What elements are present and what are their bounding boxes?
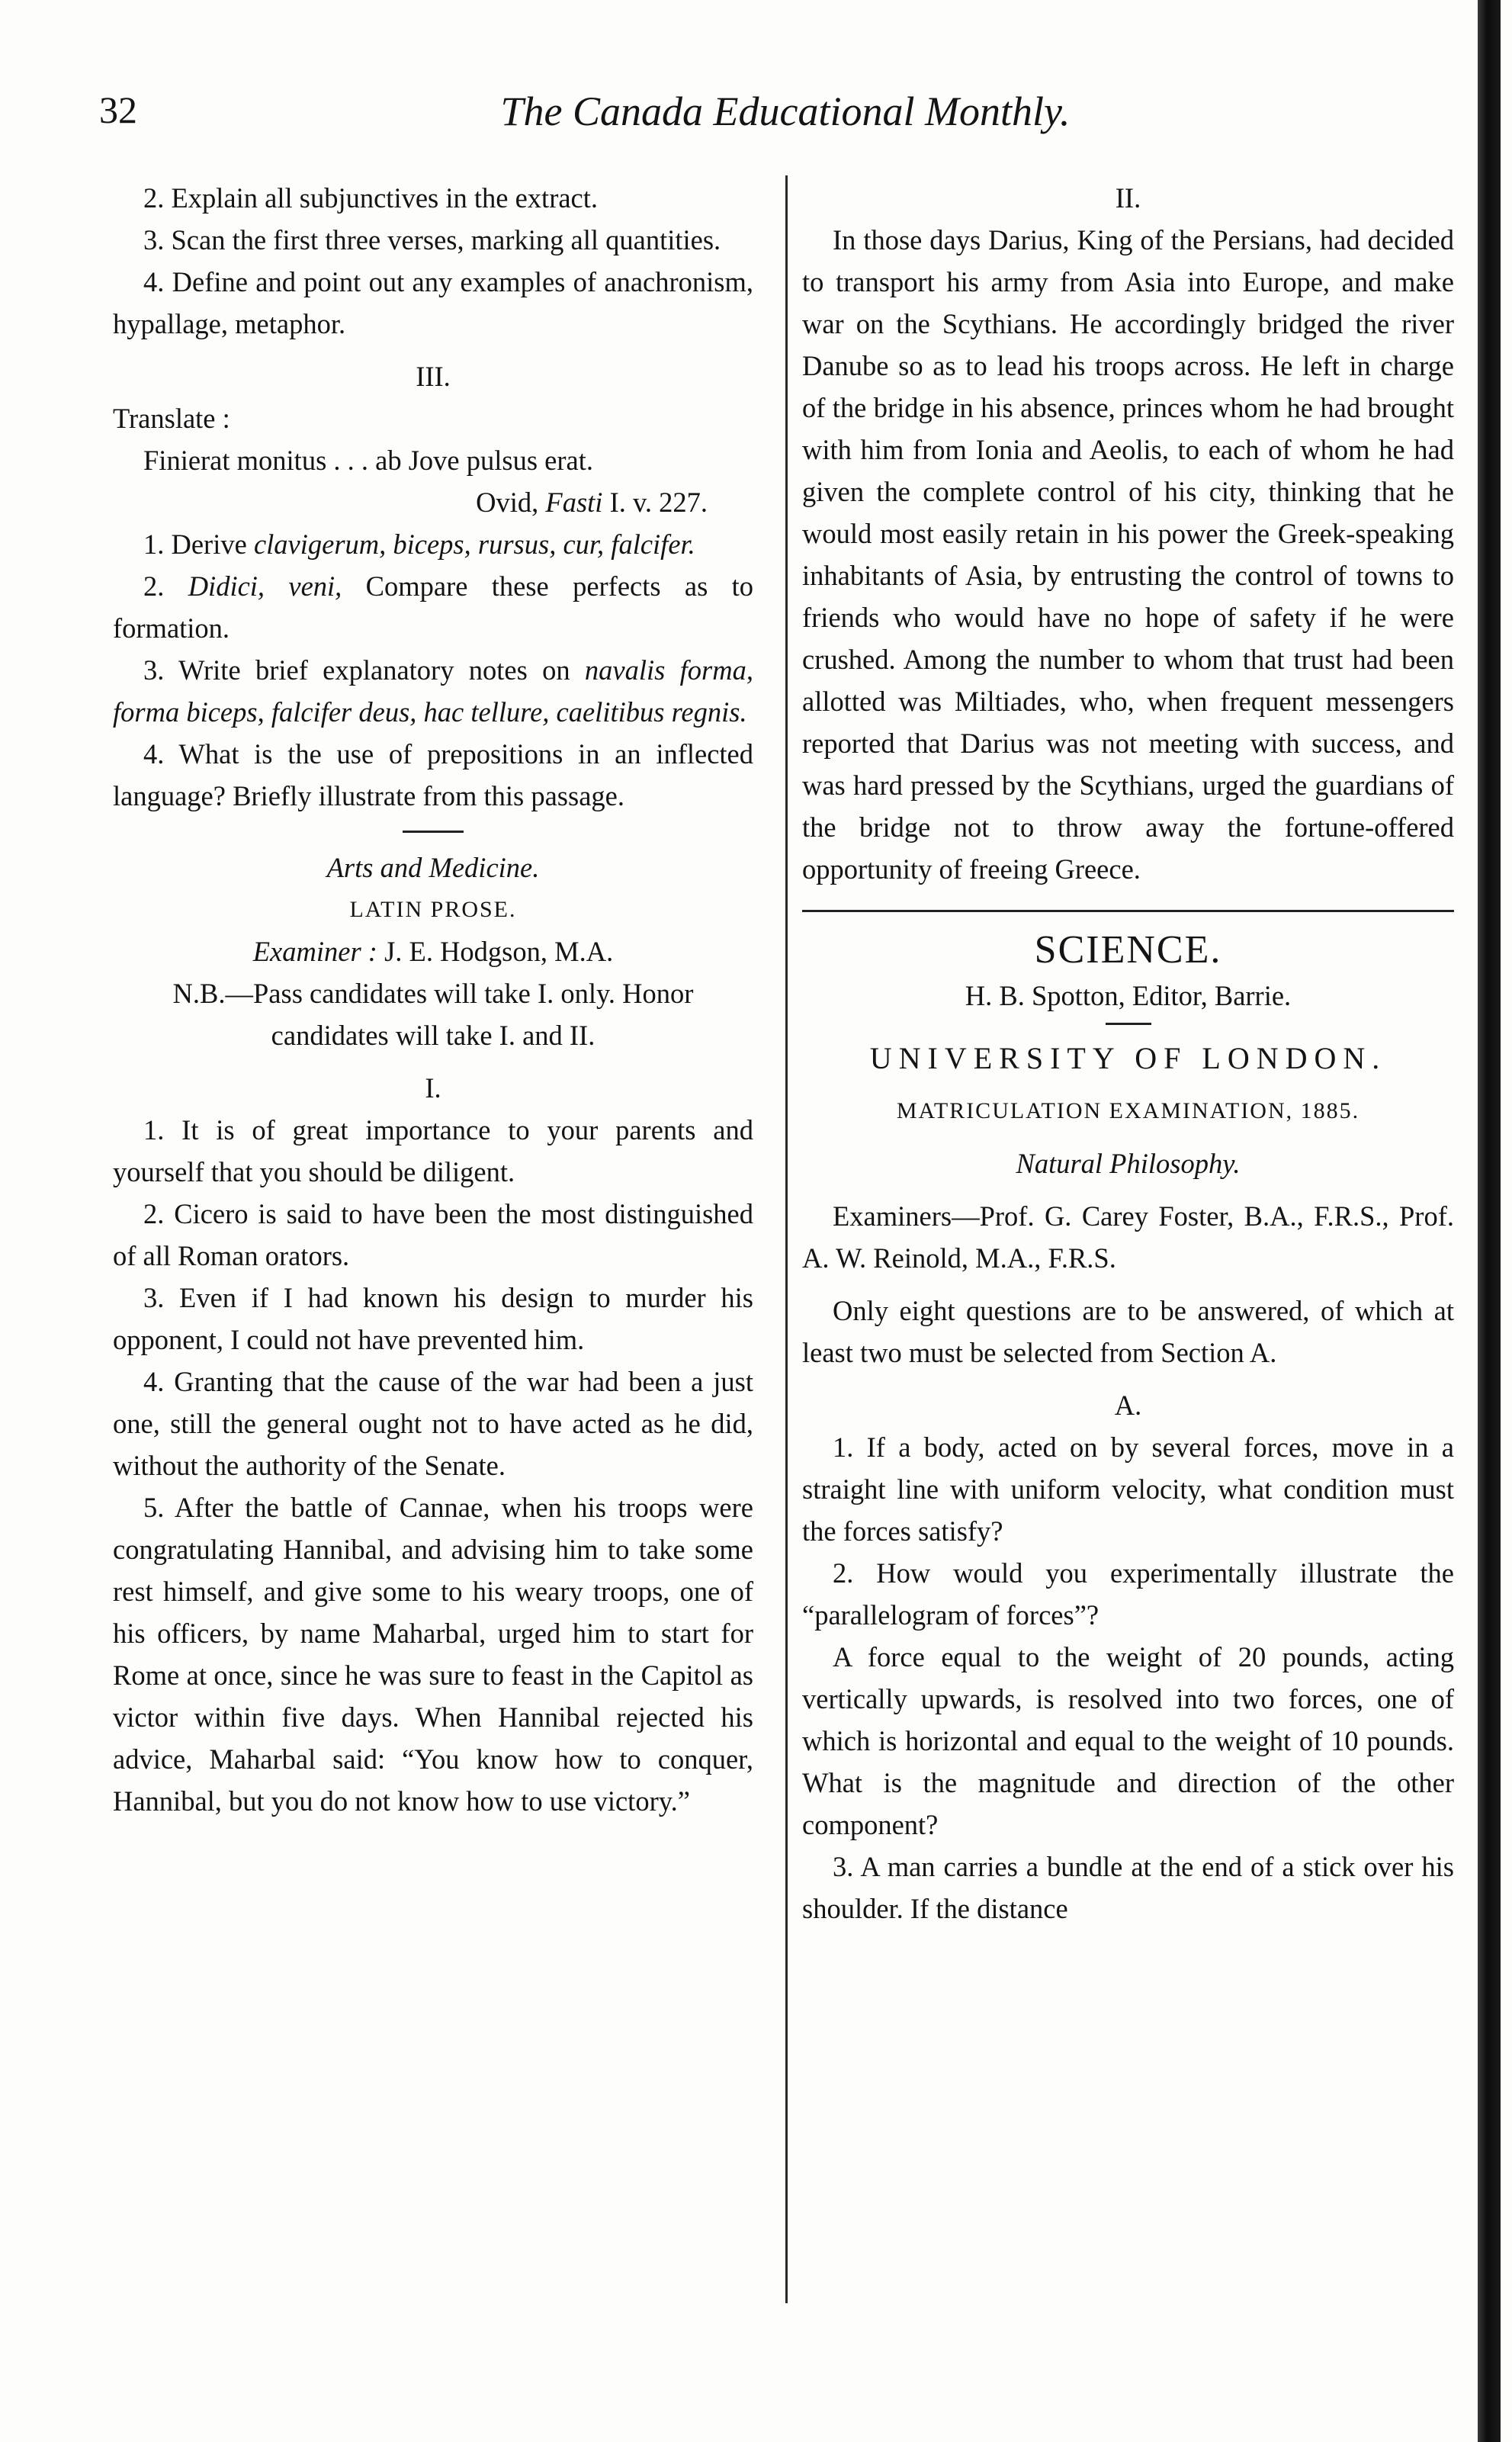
question-text: 3. Write brief explanatory notes on — [143, 654, 570, 686]
section-heading-ii: II. — [1115, 182, 1141, 214]
page-header — [99, 80, 1441, 149]
section-heading-iii: III. — [416, 361, 451, 392]
latin-words: navalis forma, forma biceps, falcifer deus, hac tellure, caelitibus regnis. — [113, 654, 753, 728]
question-item: 2. How would you experimentally illustrate the “parallelogram of forces”? — [802, 1557, 1454, 1631]
prose-item: 3. Even if I had known his design to murder his opponent, I could not have prevented him. — [113, 1282, 753, 1355]
question-item: 3. Scan the first three verses, marking all quantities. — [143, 224, 721, 255]
translation-passage: In those days Darius, King of the Persians, had decided to transport his army from Asia into Europe, and make war on the Scythians. He accordingly bridged the river Danube so as to lead his troops across. He left in charge of the bridge in his absence, princes whom he had brought with him from Ionia and Aeolis, to each of whom he had given the complete control of his city, thinking that he would most easily retain in his power the Greek-speaking inhabitants of Asia, by entrusting the control of towns to friends who would have no hope of safety if he were crushed. Among the number to whom that trust had been allotted was Miltiades, who, when frequent messengers reported that Darius was not meeting with success, and was hard pressed by the Scythians, urged the guardians of the bridge not to throw away the fortune-offered opportunity of freeing Greece. — [802, 224, 1454, 885]
question-item: A force equal to the weight of 20 pounds, acting vertically upwards, is resolved into two forces, one of which is horizontal and equal to the weight of 10 pounds. What is the magnitude and direction of the other component? — [802, 1641, 1454, 1840]
subject-heading: Natural Philosophy. — [1016, 1148, 1241, 1179]
question-item: 4. What is the use of prepositions in an inflected language? Briefly illustrate from this passage. — [113, 738, 753, 811]
prose-item: 1. It is of great importance to your parents and yourself that you should be diligent. — [113, 1114, 753, 1187]
question-text: Compare these perfects as to formation. — [113, 570, 754, 644]
running-title: The Canada Educational Monthly. — [500, 88, 1071, 134]
examiner-line — [113, 930, 753, 972]
examiners-line: Examiners—Prof. G. Carey Foster, B.A., F.R.S., Prof. A. W. Reinold, M.A., F.R.S. — [802, 1200, 1454, 1274]
translate-label: Translate : — [113, 403, 230, 434]
question-item — [113, 565, 753, 649]
latin-words: clavigerum, biceps, rursus, cur, falcifer. — [253, 529, 695, 560]
science-heading: SCIENCE. — [1034, 928, 1222, 972]
editor-line: H. B. Spotton, Editor, Barrie. — [965, 980, 1292, 1011]
question-text: 1. Derive — [143, 529, 247, 560]
left-column — [113, 177, 753, 1822]
section-rule — [403, 831, 464, 833]
question-item — [113, 649, 753, 733]
nota-bene: N.B.—Pass candidates will take I. only. Honor candidates will take I. and II. — [172, 978, 694, 1051]
prose-item: 5. After the battle of Cannae, when his troops were congratulating Hannibal, and advising him to take some rest himself, and give some to his weary troops, one of his officers, by name Maharbal, urged him to start for Rome at once, since he was sure to feast in the Capitol as victor within five days. When Hannibal rejected his advice, Maharbal said: “You know how to conquer, Hannibal, but you do not know how to use victory.” — [113, 1492, 753, 1817]
scan-edge-shadow — [1478, 0, 1501, 2442]
examiner-label: Examiner : — [252, 936, 377, 967]
section-rule — [802, 910, 1454, 912]
section-rule — [1106, 1023, 1151, 1025]
citation-ref: I. v. 227. — [609, 487, 708, 518]
column-divider — [785, 175, 788, 2303]
prose-item: 4. Granting that the cause of the war had been a just one, still the general ought not to have acted as he did, without the authority of the Senate. — [113, 1366, 753, 1481]
prose-item: 2. Cicero is said to have been the most distinguished of all Roman orators. — [113, 1198, 753, 1271]
right-column — [802, 177, 1454, 1930]
instructions: Only eight questions are to be answered, of which at least two must be selected from Section A. — [802, 1295, 1454, 1368]
question-item: 1. If a body, acted on by several forces, move in a straight line with uniform velocity, what condition must the forces satisfy? — [802, 1431, 1454, 1547]
citation-work: Fasti — [545, 487, 603, 518]
citation-author: Ovid, — [476, 487, 539, 518]
subsection-title: LATIN PROSE. — [349, 897, 517, 922]
latin-words: Didici, veni, — [188, 570, 342, 602]
page-number: 32 — [99, 88, 137, 131]
latin-passage-reference: Finierat monitus . . . ab Jove pulsus erat. — [143, 445, 594, 476]
examiner-name: J. E. Hodgson, M.A. — [384, 936, 614, 967]
question-item: 3. A man carries a bundle at the end of a stick over his shoulder. If the distance — [802, 1851, 1454, 1924]
section-heading-i: I. — [425, 1072, 441, 1104]
section-heading-a: A. — [1114, 1390, 1142, 1421]
university-heading: UNIVERSITY OF LONDON. — [869, 1041, 1387, 1075]
question-item: 2. Explain all subjunctives in the extract. — [143, 182, 599, 214]
exam-heading: MATRICULATION EXAMINATION, 1885. — [896, 1098, 1360, 1123]
citation — [113, 481, 753, 523]
question-item: 4. Define and point out any examples of anachronism, hypallage, metaphor. — [113, 266, 753, 339]
question-item — [113, 523, 753, 565]
section-title: Arts and Medicine. — [326, 852, 540, 883]
question-number: 2. — [143, 570, 165, 602]
